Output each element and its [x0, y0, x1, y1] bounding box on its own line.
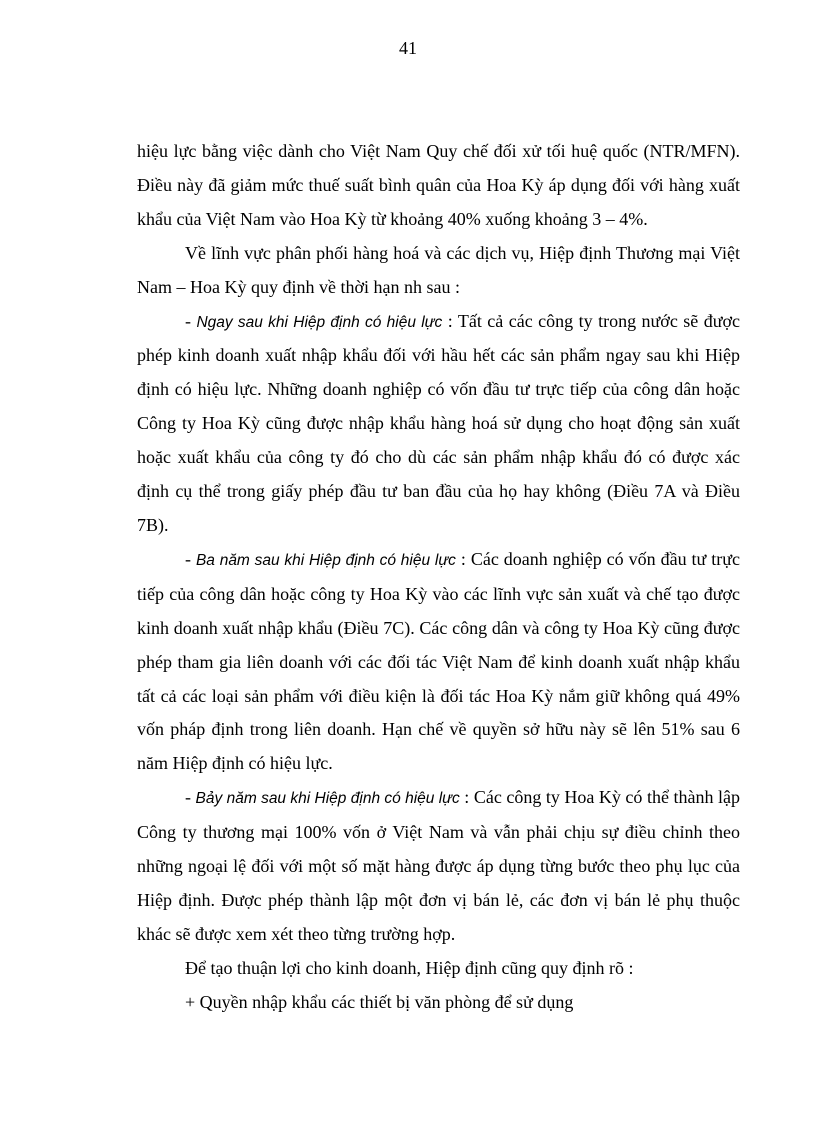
- paragraph: hiệu lực bằng việc dành cho Việt Nam Quy chế đối xử tối huệ quốc (NTR/MFN). Điều này đã giảm mức thuế suất bình quân của Hoa Kỳ áp dụng đối với hàng xuất khẩu của Việt Nam vào Hoa Kỳ từ khoảng 40% xuống khoảng 3 – 4%.: [137, 141, 740, 229]
- item-title: Bảy năm sau khi Hiệp định có hiệu lực: [195, 790, 460, 808]
- list-item: [137, 781, 740, 952]
- item-title: Ngay sau khi Hiệp định có hiệu lực: [196, 313, 443, 331]
- list-item: [137, 543, 740, 781]
- paragraph: + Quyền nhập khẩu các thiết bị văn phòng để sử dụng: [185, 991, 574, 1012]
- paragraph: Để tạo thuận lợi cho kinh doanh, Hiệp định cũng quy định rõ :: [185, 957, 634, 978]
- page-number: 41: [399, 38, 417, 58]
- document-body: [137, 135, 740, 1020]
- item-text: : Các doanh nghiệp có vốn đầu tư trực tiếp của công dân hoặc công ty Hoa Kỳ vào các lĩnh vực sản xuất và chế tạo được kinh doanh xuất nhập khẩu (Điều 7C). Các công dân và công ty Hoa Kỳ cũng được phép tham gia liên doanh với các đối tác Việt Nam để kinh doanh xuất nhập khẩu tất cả các loại sản phẩm với điều kiện là đối tác Hoa Kỳ nắm giữ không quá 49% vốn pháp định trong liên doanh. Hạn chế về quyền sở hữu này sẽ lên 51% sau 6 năm Hiệp định có hiệu lực.: [137, 548, 740, 774]
- list-item: [137, 305, 740, 543]
- item-prefix: -: [185, 787, 196, 808]
- item-prefix: -: [185, 548, 196, 569]
- item-text: : Các công ty Hoa Kỳ có thể thành lập Công ty thương mại 100% vốn ở Việt Nam và vẫn phải chịu sự điều chỉnh theo những ngoại lệ đối với một số mặt hàng được áp dụng từng bước theo phụ lục của Hiệp định. Được phép thành lập một đơn vị bán lẻ, các đơn vị bán lẻ phụ thuộc khác sẽ được xem xét theo từng trường hợp.: [137, 787, 740, 944]
- item-prefix: -: [185, 310, 197, 331]
- item-text: : Tất cả các công ty trong nước sẽ được phép kinh doanh xuất nhập khẩu đối với hầu hết các sản phẩm ngay sau khi Hiệp định có hiệu lực. Những doanh nghiệp có vốn đầu tư trực tiếp của công dân hoặc Công ty Hoa Kỳ cũng được nhập khẩu hàng hoá sử dụng cho hoạt động sản xuất hoặc xuất khẩu của công ty đó cho dù các sản phẩm nhập khẩu đó có được xác định cụ thể trong giấy phép đầu tư ban đầu của họ hay không (Điều 7A và Điều 7B).: [137, 310, 740, 535]
- paragraph: Về lĩnh vực phân phối hàng hoá và các dịch vụ, Hiệp định Thương mại Việt Nam – Hoa Kỳ quy định về thời hạn nh sau :: [137, 242, 740, 297]
- item-title: Ba năm sau khi Hiệp định có hiệu lực: [195, 551, 456, 569]
